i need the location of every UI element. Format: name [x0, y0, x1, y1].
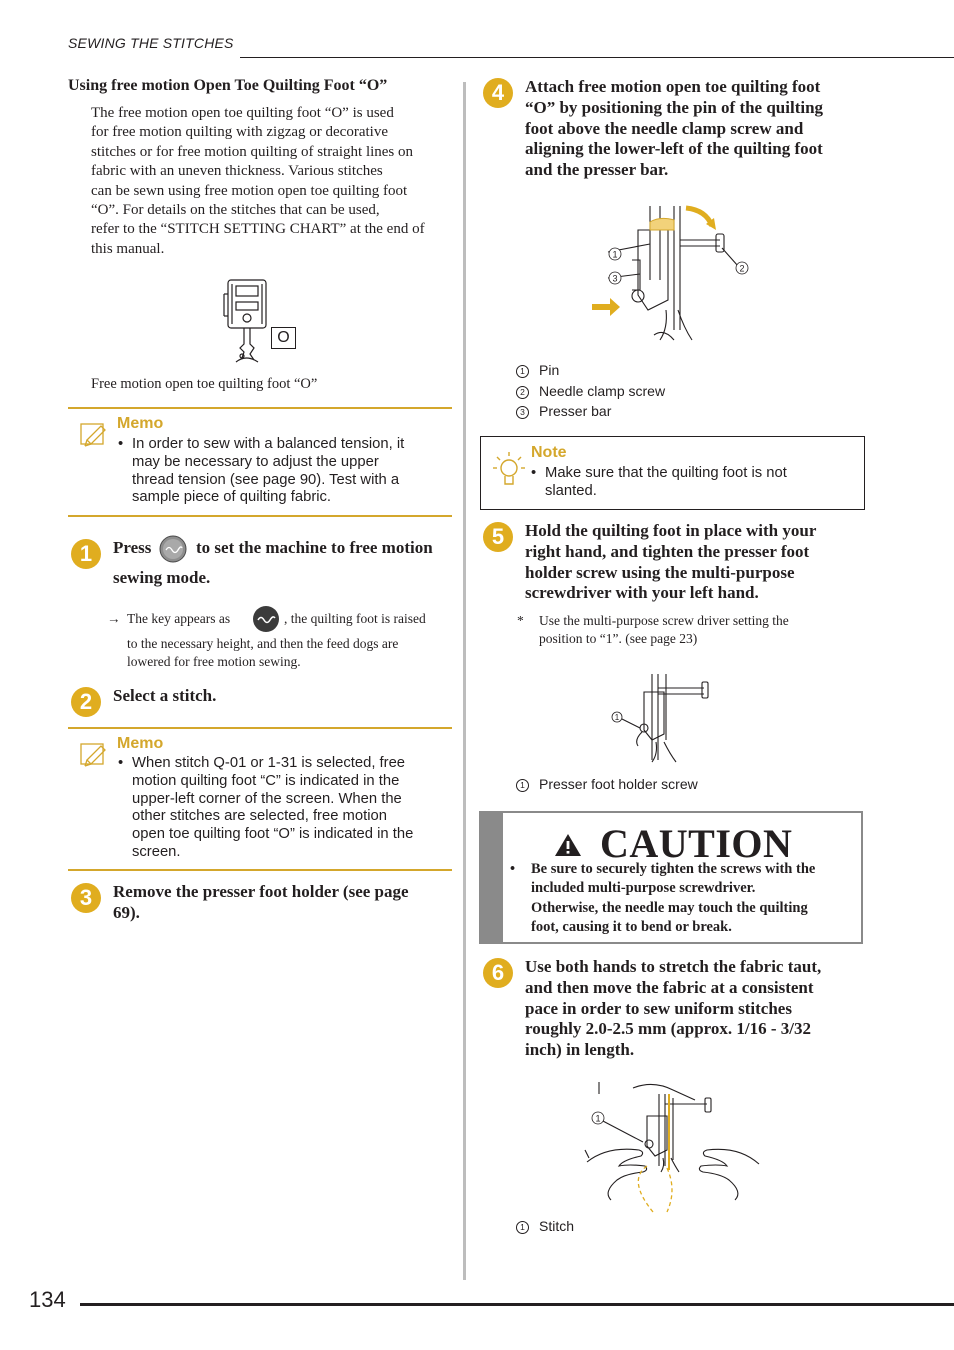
- step1-press: Press: [113, 538, 152, 557]
- memo1-text: • In order to sew with a balanced tension, it may be necessary to adjust the upper thread tension (see page 90). Test with a sample piece of quilting fabric.: [118, 436, 448, 507]
- memo1-bottom-rule: [68, 515, 452, 517]
- intro-paragraph: The free motion open toe quilting foot “O” is used for free motion quilting with zigzag or decorative stitches or for free motion quilting of straight lines on fabric with an uneven thickness. Various stitches can be sewn using free motion open toe quilting foot “O”. For details on the stitches that can be used, refer to the “STITCH SETTING CHART” at the end of this manual.: [91, 105, 425, 257]
- free-motion-key-icon[interactable]: [159, 535, 187, 563]
- warning-triangle-icon: [554, 832, 582, 858]
- step1-text: to set the machine to free motion: [196, 538, 433, 557]
- step1-result-line2: to the necessary height, and then the feed dogs are: [127, 636, 399, 651]
- note-lightbulb-icon: [491, 448, 525, 492]
- caution-title: CAUTION: [600, 821, 793, 866]
- step4-text: Attach free motion open toe quilting foot “O” by positioning the pin of the quilting foot above the needle clamp screw and aligning the lower-left of the quilting foot and the presser bar.: [525, 77, 824, 180]
- page-number: 134: [29, 1287, 66, 1312]
- step5-badge: 5: [483, 522, 513, 552]
- svg-text:1: 1: [614, 713, 620, 722]
- caution-bullet: •: [510, 861, 516, 877]
- free-motion-key-active-icon: [252, 605, 280, 633]
- svg-text:1: 1: [595, 1113, 601, 1124]
- header-rule: [240, 57, 954, 58]
- memo1-top-rule: [68, 407, 452, 409]
- tighten-screw-illustration: [608, 670, 718, 770]
- step6-text: Use both hands to stretch the fabric taut, and then move the fabric at a consistent pace in order to sew uniform stitches roughly 2.0-2.5 mm (approx. 1/16 - 3/32 inch) in length.: [525, 957, 822, 1060]
- memo2-text: • When stitch Q-01 or 1-31 is selected, free motion quilting foot “C” is indicated in the upper-left corner of the screen. When the other stitches are selected, free motion open toe quilting foot “O” is indicated in the screen.: [118, 755, 448, 862]
- step5-subnote: Use the multi-purpose screw driver setting the position to “1”. (see page 23): [539, 613, 789, 646]
- step1-result-arrow: →: [107, 611, 121, 626]
- step2-text: Select a stitch.: [113, 686, 217, 705]
- step4-callout-list: [516, 362, 816, 422]
- hands-stretching-fabric-illustration: [583, 1080, 763, 1215]
- memo1-title: Memo: [117, 415, 164, 432]
- memo-pencil-icon: [79, 421, 109, 447]
- footer-rule: [80, 1303, 954, 1306]
- step3-text-line2: 69).: [113, 903, 140, 922]
- step1-result-a: The key appears as: [127, 611, 231, 626]
- callout-stitch: 1 Stitch: [516, 1218, 574, 1234]
- callout-needle-clamp-screw: 2 Needle clamp screw: [516, 383, 665, 399]
- step3-badge: 3: [71, 883, 101, 913]
- step5-callout: [516, 776, 816, 796]
- column-divider: [463, 82, 466, 1280]
- step6-callout: [516, 1218, 816, 1238]
- caution-text: Be sure to securely tighten the screws with the included multi-purpose screwdriver. Otherwise, the needle may touch the quilting foot, causing it to bend or break.: [531, 861, 816, 936]
- step2-badge: 2: [71, 687, 101, 717]
- svg-text:3: 3: [612, 273, 618, 284]
- callout-pin: 1 Pin: [516, 362, 559, 378]
- memo-pencil-icon: [79, 741, 109, 767]
- note-text: • Make sure that the quilting foot is not slanted.: [531, 465, 851, 501]
- step1-badge: 1: [71, 539, 101, 569]
- step1-result-b: , the quilting foot is raised: [284, 611, 426, 626]
- attach-foot-illustration: [588, 200, 758, 350]
- step4-badge: 4: [483, 78, 513, 108]
- memo2-top-rule: [68, 727, 452, 729]
- running-head: SEWING THE STITCHES: [68, 35, 234, 51]
- svg-text:1: 1: [612, 249, 618, 260]
- callout-presser-bar: 3 Presser bar: [516, 403, 611, 419]
- step3-text: Remove the presser foot holder (see page: [113, 882, 409, 901]
- foot-label-box: O: [271, 327, 296, 349]
- memo2-title: Memo: [117, 735, 164, 752]
- step5-text: Hold the quilting foot in place with your right hand, and tighten the presser foot holder screw using the multi-purpose screwdriver with your left hand.: [525, 521, 817, 603]
- svg-text:2: 2: [739, 263, 745, 274]
- step1-result-line3: lowered for free motion sewing.: [127, 654, 301, 669]
- step1-text-line2: sewing mode.: [113, 568, 211, 587]
- note-title: Note: [531, 444, 567, 461]
- section-title: Using free motion Open Toe Quilting Foot “O”: [68, 77, 388, 94]
- step5-asterisk: *: [517, 613, 524, 628]
- step6-badge: 6: [483, 958, 513, 988]
- foot-caption: Free motion open toe quilting foot “O”: [91, 376, 318, 392]
- memo2-bottom-rule: [68, 869, 452, 871]
- quilting-foot-o-illustration: [218, 274, 298, 374]
- callout-presser-foot-holder-screw: 1 Presser foot holder screw: [516, 776, 698, 792]
